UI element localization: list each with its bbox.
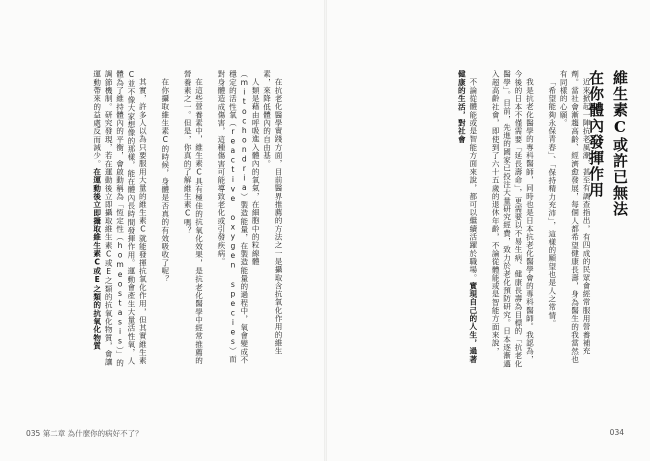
- right-closing-bold: 實現自己的人生，過著健康的生活，對社會: [457, 70, 478, 363]
- left-paragraph-4: 在你攝取維生素C的時候，身體是否真的有效吸收了呢？: [160, 77, 170, 283]
- left-paragraph-3: 在這些營養素中，維生素C具有極佳的抗氧化效果，是抗老化醫學中經常推薦的營養素之一。但是，你真的了解維生素C嗎？: [183, 70, 204, 365]
- right-page-number: 034: [609, 428, 624, 437]
- left-paragraph-1: 在抗老化醫學實踐方面，目前醫界推薦的方法之一是攝取含抗氧化作用的維生素，來降低體內的自由基。: [262, 70, 283, 355]
- left-paragraph-5: [91, 70, 148, 370]
- section-title-line-1: 維生素C或許已無法: [611, 70, 629, 217]
- left-footer: [26, 428, 143, 439]
- right-page: [327, 0, 650, 461]
- right-footer: [610, 428, 624, 437]
- left-page-body: [24, 70, 284, 370]
- section-title-line-2: 在你體內發揮作用: [587, 70, 605, 198]
- right-paragraph-2: 「希望能夠永保青春」、「保持精力充沛」，這樣的願望也是人之常情。: [547, 77, 557, 327]
- right-paragraph-4-text: 不論從體能或是智能方面來說，都可以繼續活躍於職場。: [468, 77, 478, 282]
- chapter-title: 為什麼你的病好不了？: [67, 429, 143, 438]
- section-title: [586, 70, 630, 370]
- left-page-number: 035: [26, 429, 41, 438]
- right-page-body: [382, 70, 592, 370]
- right-paragraph-3: 我是抗老化醫學的專科醫師，同時也是日本抗老化醫學會的專科醫師。我認為，今後的日本不僅需要「延長壽命」，更需要以不易生病、健康長壽為目標的「抗老化醫學」。目前，先進的國家已投注大量研究經費，致力於老化預防研究。日本逐漸邁入超高齡社會，即使到了六十五歲的退休年齡，不論從體能或是智能方面來說，: [491, 70, 535, 368]
- chapter-label: 第二章: [42, 429, 66, 438]
- left-page: [0, 0, 324, 461]
- left-bold-phrase: 在運動後立即攝取維生素C或E之類的抗氧化物質: [92, 167, 102, 350]
- left-paragraph-2: 人類是藉由呼吸進入體內的氧氣，在細胞中的粒線體（mitochondria）製造能量，在製造能量的過程中，氧會變成不穩定的活性氧（reactive oxygen species）而對身體造成傷害，這種傷害可能導致老化或引發疾病。: [216, 70, 261, 364]
- left-paragraph-5-text: 其實，許多人以為只要服用大量的維生素C就能發揮抗氧化作用，但其實維生素C並不像大家想像的那樣，能在體內長時間發揮作用。運動會產生大量活性氧，人體為了維持體內的平衡，會啟動稱為「恆定性（homeostasis）」的調節機制。研究發現，若在運動後立即攝取維生素C或E之類的抗氧化物質，會讓運動帶來的益處反而減少。: [92, 70, 148, 367]
- right-paragraph-1: 近來掀起一陣抗老風潮，甚至有調查指出，有四成的民眾會經常服用營養補充劑。當社會漸趨高齡、經濟愈發展，每個人都希望健康長壽，身為醫生的我當然也有同樣的心願。: [559, 70, 591, 364]
- right-paragraph-4: [456, 70, 479, 370]
